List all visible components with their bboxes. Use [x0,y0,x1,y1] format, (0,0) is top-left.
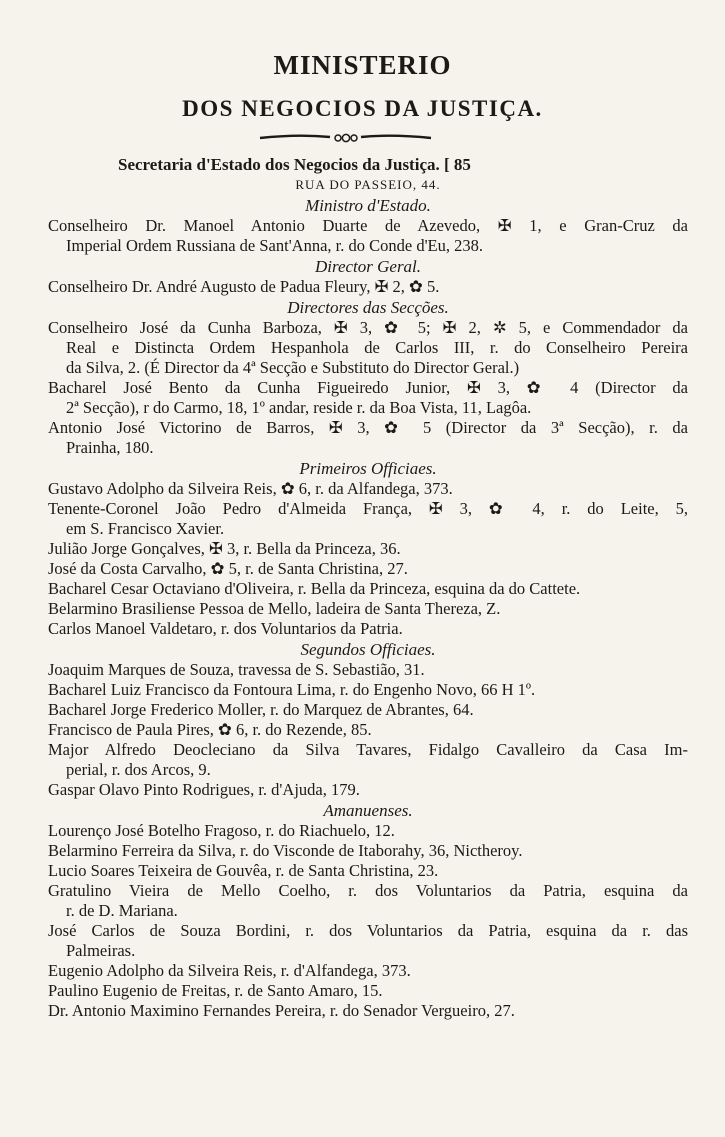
entry-line: Major Alfredo Deocleciano da Silva Tavares, Fidalgo Cavalleiro da Casa Im- [48,740,688,759]
section-heading: Primeiros Officiaes. [299,459,437,478]
staff-entry [48,700,688,720]
entry-line: Gustavo Adolpho da Silveira Reis, ✿ 6, r. da Alfandega, 373. [48,479,453,498]
entry-line: Prainha, 180. [66,438,154,457]
staff-entry [48,921,688,961]
entry-line: José da Costa Carvalho, ✿ 5, r. de Santa Christina, 27. [48,559,408,578]
staff-entry [48,277,688,297]
entry-line: José Carlos de Souza Bordini, r. dos Voluntarios da Patria, esquina da r. das [48,921,688,940]
staff-entry [48,881,688,921]
entry-line: Paulino Eugenio de Freitas, r. de Santo Amaro, 15. [48,981,383,1000]
entry-line: Conselheiro José da Cunha Barboza, ✠ 3, ✿ 5; ✠ 2, ✲ 5, e Commendador da [48,318,688,337]
entry-line: Real e Distincta Ordem Hespanhola de Carlos III, r. do Conselheiro Pereira [66,338,688,357]
secretaria-heading: Secretaria d'Estado dos Negocios da Justiça. [ 85 [118,155,471,174]
ministry-subtitle: DOS NEGOCIOS DA JUSTIÇA. [182,96,543,121]
entry-line: Palmeiras. [66,941,136,960]
staff-entry [48,479,688,499]
staff-entry [48,780,688,800]
entry-line: 2ª Secção), r do Carmo, 18, 1º andar, reside r. da Boa Vista, 11, Lagôa. [66,398,532,417]
entry-line: Eugenio Adolpho da Silveira Reis, r. d'Alfandega, 373. [48,961,411,980]
entry-line: Gratulino Vieira de Mello Coelho, r. dos Voluntarios da Patria, esquina da [48,881,688,900]
entry-line: Lourenço José Botelho Fragoso, r. do Riachuelo, 12. [48,821,395,840]
document-body [48,154,688,1021]
staff-entry [48,418,688,458]
section-heading: Directores das Secções. [287,298,449,317]
staff-entry [48,961,688,981]
section-heading: Director Geral. [314,257,422,276]
entry-line: Belarmino Ferreira da Silva, r. do Visconde de Itaborahy, 36, Nictheroy. [48,841,523,860]
section-heading: Ministro d'Estado. [305,196,431,215]
entry-line: Joaquim Marques de Souza, travessa de S. Sebastião, 31. [48,660,425,679]
staff-entry [48,720,688,740]
entry-line: Tenente-Coronel João Pedro d'Almeida França, ✠ 3, ✿ 4, r. do Leite, 5, [48,499,688,518]
staff-entry [48,579,688,599]
entry-line: Bacharel Cesar Octaviano d'Oliveira, r. Bella da Princeza, esquina da do Cattete. [48,579,581,598]
staff-entry [48,861,688,881]
entry-line: Antonio José Victorino de Barros, ✠ 3, ✿ 5 (Director da 3ª Secção), r. da [48,418,688,437]
entry-line: Bacharel Jorge Frederico Moller, r. do Marquez de Abrantes, 64. [48,700,474,719]
ministry-title: MINISTERIO [273,50,452,80]
staff-entry [48,318,688,378]
section-heading: Amanuenses. [323,801,413,820]
section-heading: Segundos Officiaes. [300,640,436,659]
entry-line: Bacharel Luiz Francisco da Fontoura Lima, r. do Engenho Novo, 66 H 1º. [48,680,536,699]
staff-entry [48,740,688,780]
staff-entry [48,1001,688,1021]
staff-entry [48,981,688,1001]
entry-line: Carlos Manoel Valdetaro, r. dos Voluntarios da Patria. [48,619,403,638]
entry-line: Conselheiro Dr. Manoel Antonio Duarte de Azevedo, ✠ 1, e Gran-Cruz da [48,216,688,235]
staff-entry [48,499,688,539]
staff-entry [48,539,688,559]
entry-line: Francisco de Paula Pires, ✿ 6, r. do Rezende, 85. [48,720,372,739]
entry-line: Lucio Soares Teixeira de Gouvêa, r. de Santa Christina, 23. [48,861,439,880]
staff-entry [48,599,688,619]
staff-entry [48,841,688,861]
entry-line: r. de D. Mariana. [66,901,178,920]
entry-line: Gaspar Olavo Pinto Rodrigues, r. d'Ajuda, 179. [48,780,360,799]
staff-entry [48,821,688,841]
staff-entry [48,559,688,579]
entry-line: Belarmino Brasiliense Pessoa de Mello, ladeira de Santa Thereza, Z. [48,599,501,618]
entry-line: em S. Francisco Xavier. [66,519,225,538]
entry-line: Conselheiro Dr. André Augusto de Padua Fleury, ✠ 2, ✿ 5. [48,277,440,296]
secretaria-address: RUA DO PASSEIO, 44. [295,177,441,192]
entry-line: perial, r. dos Arcos, 9. [66,760,211,779]
staff-entry [48,216,688,256]
entry-line: Julião Jorge Gonçalves, ✠ 3, r. Bella da Princeza, 36. [48,539,401,558]
entry-line: da Silva, 2. (É Director da 4ª Secção e Substituto do Director Geral.) [66,358,520,377]
staff-entry [48,619,688,639]
staff-entry [48,680,688,700]
sections [48,195,688,1021]
staff-entry [48,378,688,418]
entry-line: Imperial Ordem Russiana de Sant'Anna, r. do Conde d'Eu, 238. [66,236,483,255]
staff-entry [48,660,688,680]
entry-line: Dr. Antonio Maximino Fernandes Pereira, r. do Senador Vergueiro, 27. [48,1001,515,1020]
entry-line: Bacharel José Bento da Cunha Figueiredo Junior, ✠ 3, ✿ 4 (Director da [48,378,688,397]
ornament-rule-icon [258,131,433,145]
